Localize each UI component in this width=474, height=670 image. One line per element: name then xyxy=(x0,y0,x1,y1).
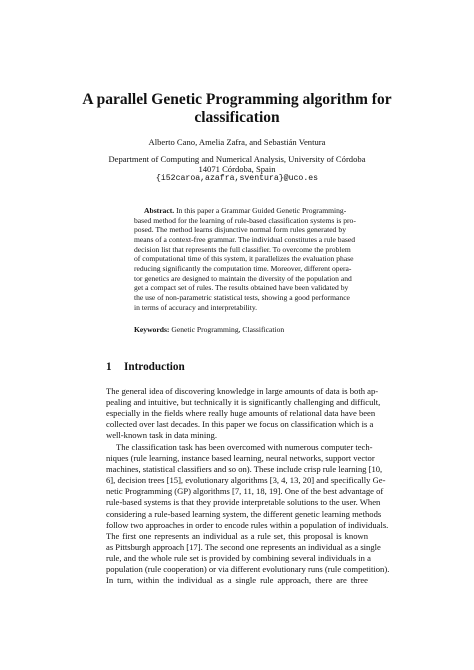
keywords xyxy=(134,325,346,335)
paragraph-line: netic Programming (GP) algorithms [7, 11, 18, 19]. One of the best advantage of xyxy=(106,486,384,497)
paper-title-line-2: classification xyxy=(194,109,280,126)
author-emails: {i52caroa,azafra,sventura}@uco.es xyxy=(155,174,319,183)
paragraph-line: The first one represents an individual as a rule set, this proposal is known xyxy=(106,530,368,541)
paragraph-line: The classification task has been overcomed with numerous computer tech- xyxy=(116,442,373,452)
abstract-line: Abstract. In this paper a Grammar Guided Genetic Programming- xyxy=(144,206,347,215)
abstract-line: in terms of accuracy and interpretability. xyxy=(134,302,258,312)
abstract-line: the use of non-parametric statistical tests, showing a good performance xyxy=(134,292,350,302)
affiliation-line-2: 14071 Córdoba, Spain xyxy=(198,164,276,174)
abstract-line: decision list that represents the full classifier. To overcome the problem xyxy=(134,244,351,254)
paragraph-line: niques (rule learning, instance based learning, neural networks, support vector xyxy=(106,453,375,464)
paragraph-line: rule-based systems is that they provide interpretable solutions to the user. When xyxy=(106,497,381,508)
abstract-line: get a compact set of rules. The results obtained have been validated by xyxy=(134,283,349,293)
section-title: Introduction xyxy=(124,361,185,373)
paragraph-line: pealing and intuitive, but technically it is significantly challenging and difficult, xyxy=(106,397,381,408)
abstract xyxy=(134,206,356,312)
paragraph-line: especially in the fields where really huge amounts of relational data have been xyxy=(106,408,376,419)
paragraph-1 xyxy=(106,386,381,441)
abstract-line: tor genetics are designed to maintain the diversity of the population and xyxy=(134,273,352,283)
paper-title-line-1: A parallel Genetic Programming algorithm for xyxy=(82,91,392,108)
paragraph-line: In turn, within the individual as a single rule approach, there are three xyxy=(106,575,368,586)
paragraph-line: considering a rule-based learning system, the different genetic learning methods xyxy=(106,508,382,519)
abstract-line: reducing significantly the computation time. Moreover, different opera- xyxy=(134,263,352,273)
abstract-line: means of a context-free grammar. The individual constitutes a rule based xyxy=(134,234,356,244)
paragraph-line: population (rule cooperation) or via different evolutionary runs (rule competition). xyxy=(106,564,390,575)
keywords-text: Genetic Programming, Classification xyxy=(171,325,285,334)
section-heading xyxy=(106,361,185,374)
paragraph-line: follow two approaches in order to encode rules within a population of individuals. xyxy=(106,519,389,530)
paragraph-2 xyxy=(106,442,390,586)
paragraph-line: rule, and the whole rule set is provided by combining several individuals in a xyxy=(106,552,371,563)
paragraph-line: 6], decision trees [15], evolutionary algorithms [3, 4, 13, 20] and specifically Ge- xyxy=(106,475,386,486)
abstract-label: Abstract. xyxy=(144,206,175,215)
abstract-line: posed. The method learns disjunctive normal form rules generated by xyxy=(134,225,346,235)
authors: Alberto Cano, Amelia Zafra, and Sebastián Ventura xyxy=(148,137,326,147)
paragraph-line: collected over last decades. In this paper we focus on classification which is a xyxy=(106,419,374,430)
paragraph-line: as Pittsburgh approach [17]. The second one represents an individual as a single xyxy=(106,541,381,552)
abstract-line: of computational time of this system, it parallelizes the evaluation phase xyxy=(134,254,354,264)
section-number: 1 xyxy=(106,361,112,373)
abstract-line: based method for the learning of rule-based classification systems is pro- xyxy=(134,215,356,225)
affiliation-line-1: Department of Computing and Numerical Analysis, University of Córdoba xyxy=(108,154,366,164)
keywords-label: Keywords: xyxy=(134,325,170,334)
paragraph-line: The general idea of discovering knowledge in large amounts of data is both ap- xyxy=(106,386,379,396)
paragraph-line: machines, statistical classifiers and so on). These include crisp rule learning [10, xyxy=(106,464,383,475)
paragraph-line: well-known task in data mining. xyxy=(106,430,217,441)
